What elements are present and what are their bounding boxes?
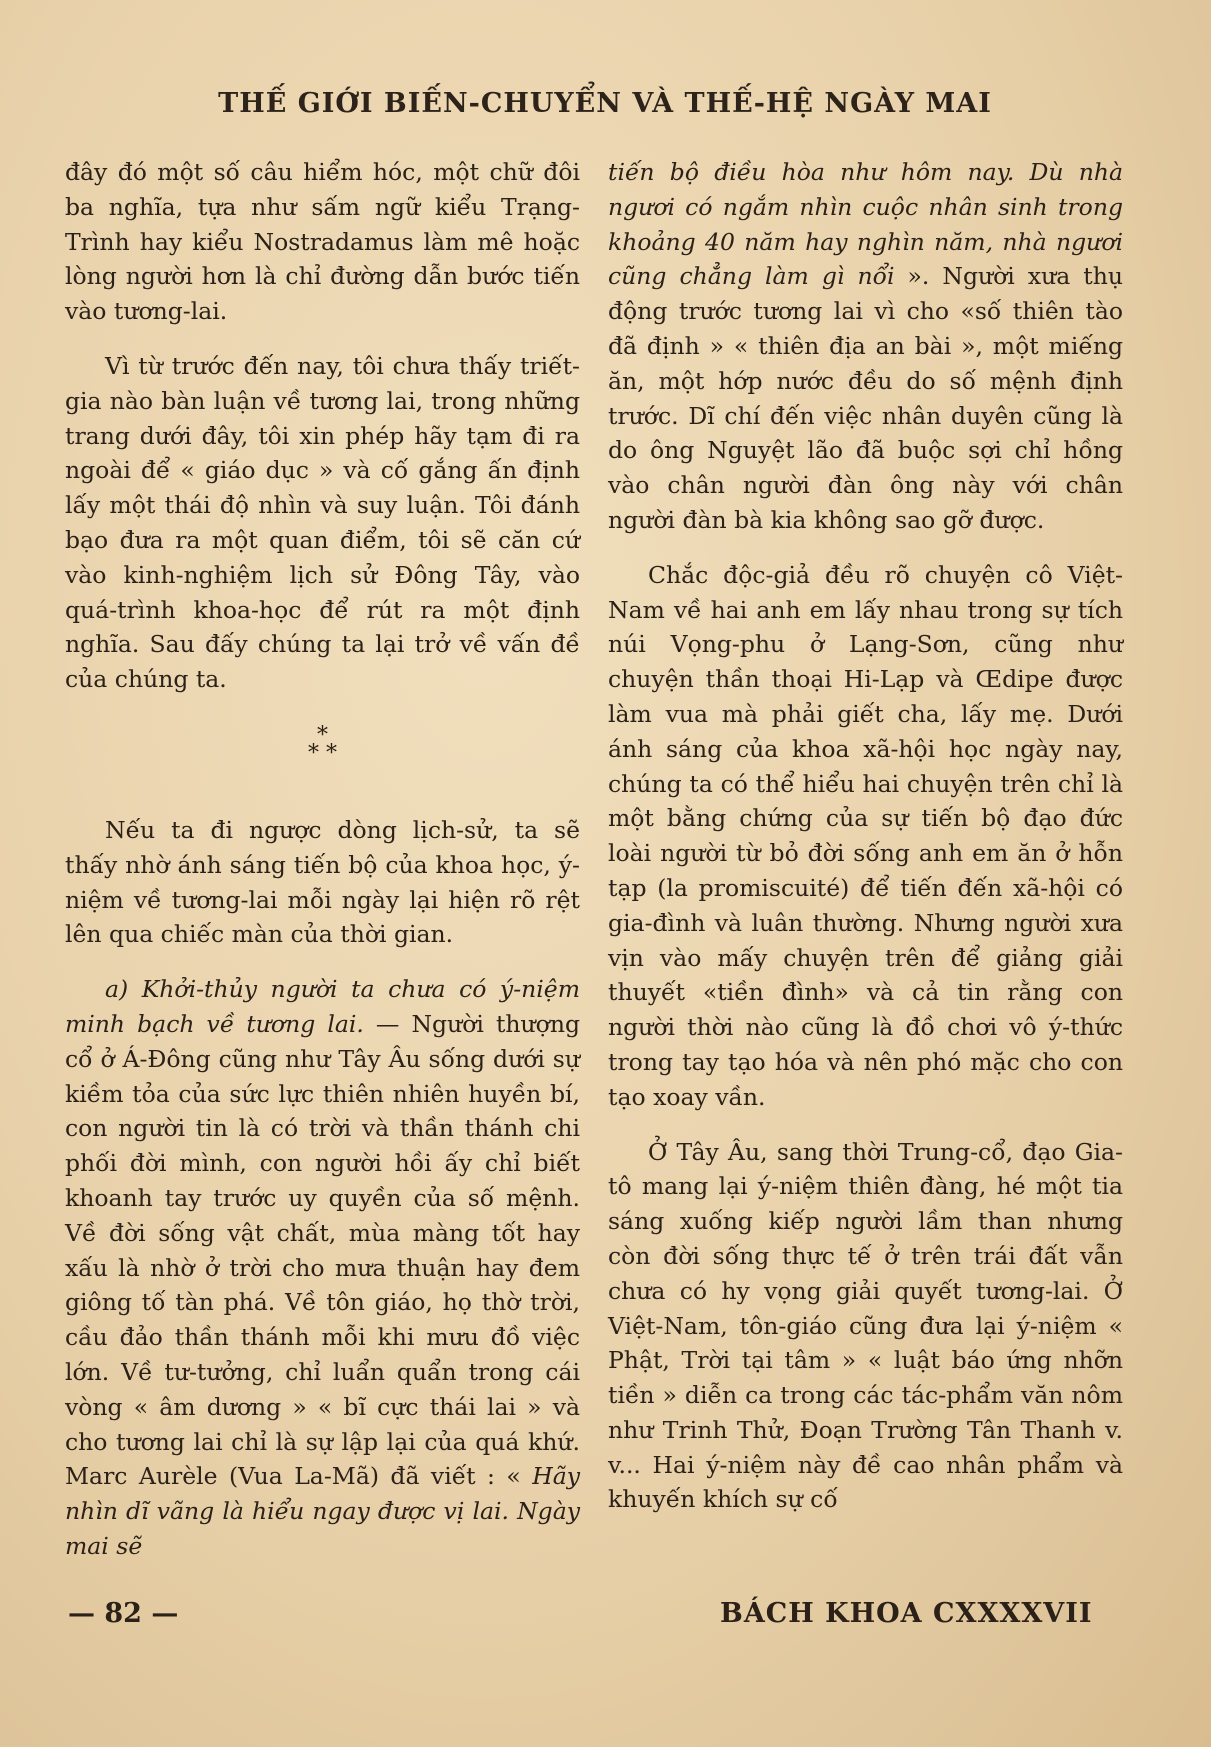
left-paragraph-2: Vì từ trước đến nay, tôi chưa thấy triết-gia nào bàn luận về tương lai, trong những trang dưới đây, tôi xin phép hãy tạm đi ra ngoài để « giáo dục » và cố gắng ấn định lấy một thái độ nhìn và suy luận. Tôi đánh bạo đưa ra một quan điểm, tôi sẽ căn cứ vào kinh-nghiệm lịch sử Đông Tây, vào quá-trình khoa-học để rút ra một định nghĩa. Sau đấy chúng ta lại trở về vấn đề của chúng ta. xyxy=(65,351,580,694)
right-paragraph-3: Ở Tây Âu, sang thời Trung-cổ, đạo Gia-tô mang lại ý-niệm thiên đàng, hé một tia sáng xuống kiếp người lầm than nhưng còn đời sống thực tế ở trên trái đất vẫn chưa có hy vọng giải quyết tương-lai. Ở Việt-Nam, tôn-giáo cũng đưa lại ý-niệm « Phật, Trời tại tâm » « luật báo ứng nhỡn tiền » diễn ca trong các tác-phẩm văn nôm như Trinh Thử, Đoạn Trường Tân Thanh v. v... Hai ý-niệm này đề cao nhân phẩm và khuyến khích sự cố xyxy=(608,1137,1123,1514)
section-separator xyxy=(65,722,580,766)
left-column xyxy=(65,155,580,1564)
right-paragraph-1 xyxy=(608,155,1123,538)
left-paragraph-1: đây đó một số câu hiểm hóc, một chữ đôi ba nghĩa, tựa như sấm ngữ kiểu Trạng-Trình hay kiểu Nostradamus làm mê hoặc lòng người hơn là chỉ đường dẫn bước tiến vào tương-lai. xyxy=(65,158,580,326)
left-paragraph-3: Nếu ta đi ngược dòng lịch-sử, ta sẽ thấy nhờ ánh sáng tiến bộ của khoa học, ý-niệm về tương-lai mỗi ngày lại hiện rõ rệt lên qua chiếc màn của thời gian. xyxy=(65,815,580,949)
right-paragraph-1-body: ». Người xưa thụ động trước tương lai vì cho «số thiên tào đã định » « thiên địa an bài », một miếng ăn, một hớp nước đều do số mệnh định trước. Dĩ chí đến việc nhân duyên cũng là do ông Nguyệt lão đã buộc sợi chỉ hồng vào chân người đàn ông này với chân người đàn bà kia không sao gỡ được. xyxy=(608,262,1123,534)
separator-stars-bottom: * * xyxy=(308,740,337,766)
magazine-issue: BÁCH KHOA CXXXXVII xyxy=(720,1598,1093,1629)
section-a-body: — Người thượng cổ ở Á-Đông cũng như Tây Âu sống dưới sự kiềm tỏa của sức lực thiên nhiên huyền bí, con người tin là có trời và thần thánh chi phối đời mình, con người hồi ấy chỉ biết khoanh tay trước uy quyền của số mệnh. Về đời sống vật chất, mùa màng tốt hay xấu là nhờ ở trời cho mưa thuận hay đem giông tố tàn phá. Về tôn giáo, họ thờ trời, cầu đảo thần thánh mỗi khi mưu đồ việc lớn. Về tư-tưởng, chỉ luẩn quẩn trong cái vòng « âm dương » « bĩ cực thái lai » và cho tương lai chỉ là sự lập lại của quá khứ. Marc Aurèle (Vua La-Mã) đã viết : « xyxy=(65,1009,580,1491)
page-header-title: THẾ GIỚI BIẾN-CHUYỂN VÀ THẾ-HỆ NGÀY MAI xyxy=(218,88,992,119)
marc-aurele-quote: Hãy nhìn dĩ vãng là hiểu ngay được vị lai. Ngày mai sẽ xyxy=(65,1462,580,1560)
section-a-heading: a) Khởi-thủy người ta chưa có ý-niệm minh bạch về tương lai. xyxy=(65,975,580,1038)
right-column xyxy=(608,155,1123,1517)
page-number: — 82 — xyxy=(68,1598,179,1629)
separator-star-top: * xyxy=(317,722,328,748)
right-paragraph-2: Chắc độc-giả đều rõ chuyện cô Việt-Nam về hai anh em lấy nhau trong sự tích núi Vọng-phu ở Lạng-Sơn, cũng như chuyện thần thoại Hi-Lạp và Œdipe được làm vua mà phải giết cha, lấy mẹ. Dưới ánh sáng của khoa xã-hội học ngày nay, chúng ta có thể hiểu hai chuyện trên chỉ là một bằng chứng của sự tiến bộ đạo đức loài người từ bỏ đời sống anh em ăn ở hỗn tạp (la promiscuité) để tiến đến xã-hội có gia-đình và luân thường. Nhưng người xưa vịn vào mấy chuyện trên để giảng giải thuyết «tiền đình» và cả tin rằng con người thời nào cũng là đồ chơi vô ý-thức trong tay tạo hóa và nên phó mặc cho con tạo xoay vần. xyxy=(608,560,1123,1111)
quote-continuation: tiến bộ điều hòa như hôm nay. Dù nhà ngươi có ngắm nhìn cuộc nhân sinh trong khoảng 40 năm hay nghìn năm, nhà ngươi cũng chẳng làm gì nổi xyxy=(608,158,1123,291)
left-paragraph-4 xyxy=(65,972,580,1564)
